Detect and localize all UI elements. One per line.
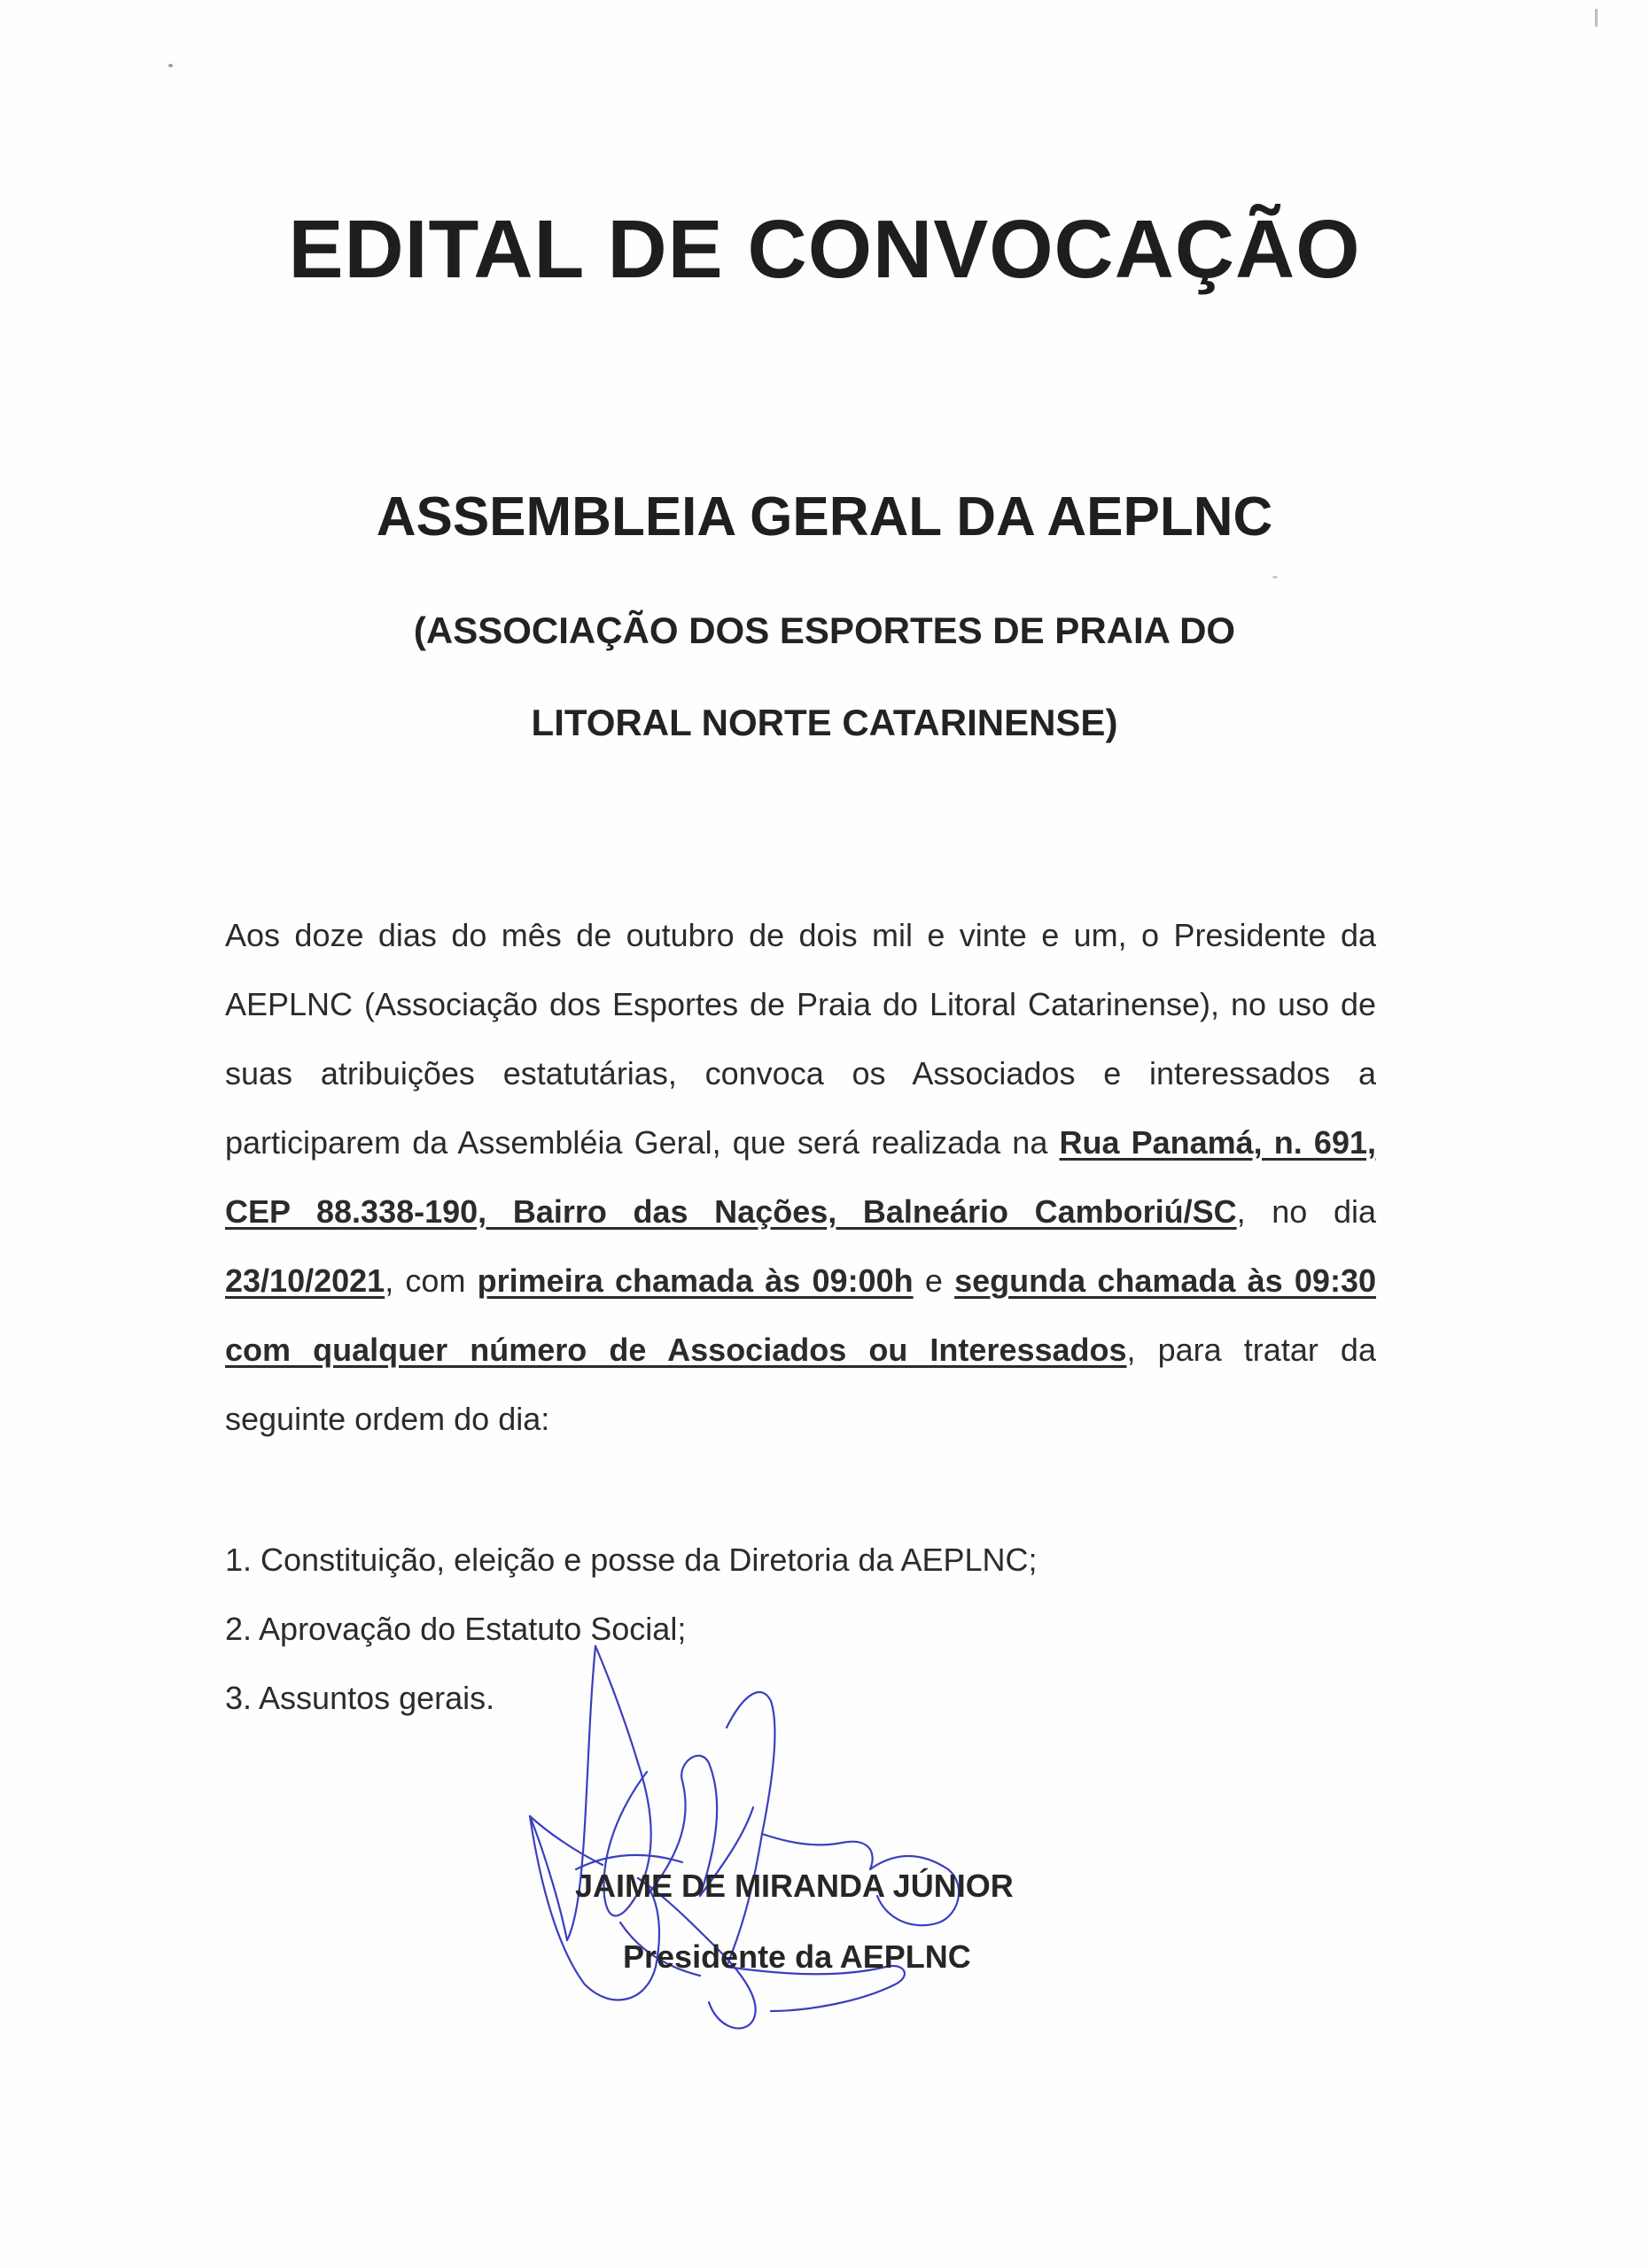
- agenda-item: 3. Assuntos gerais.: [225, 1680, 495, 1716]
- paragraph-text: , para tratar da seguinte ordem do dia:: [225, 1332, 1376, 1437]
- paragraph-text: e: [913, 1262, 955, 1299]
- convocation-paragraph: [225, 901, 1376, 1454]
- paragraph-text: Aos doze dias do mês de outubro de dois mil e vinte e um, o Presidente da AEPLNC (Associação dos Esportes de Praia do Litoral Catarinense), no uso de suas atribuições estatutárias, convoca os Associados e interessados a participarem da Assembléia Geral, que será realizada na: [225, 917, 1376, 1161]
- meeting-date: 23/10/2021: [225, 1262, 385, 1299]
- second-call-time: segunda chamada às 09:30 com qualquer número de Associados ou Interessados: [225, 1262, 1376, 1368]
- meeting-address: Rua Panamá, n. 691, CEP 88.338-190, Bairro das Nações, Balneário Camboriú/SC: [225, 1124, 1376, 1230]
- scan-speck: [168, 64, 173, 67]
- association-name-line-1: (ASSOCIAÇÃO DOS ESPORTES DE PRAIA DO: [413, 610, 1236, 651]
- association-name-line-2: LITORAL NORTE CATARINENSE): [531, 702, 1118, 743]
- scan-speck: [1272, 576, 1278, 579]
- signatory-role: Presidente da AEPLNC: [623, 1938, 971, 1975]
- paragraph-text: , com: [385, 1262, 478, 1299]
- agenda-item: 1. Constituição, eleição e posse da Diretoria da AEPLNC;: [225, 1542, 1038, 1578]
- first-call-time: primeira chamada às 09:00h: [477, 1262, 914, 1299]
- signatory-name: JAIME DE MIRANDA JÚNIOR: [575, 1868, 1014, 1904]
- scan-speck: [1595, 9, 1598, 27]
- document-title: EDITAL DE CONVOCAÇÃO: [288, 203, 1361, 295]
- agenda-item: 2. Aprovação do Estatuto Social;: [225, 1611, 687, 1647]
- assembly-heading: ASSEMBLEIA GERAL DA AEPLNC: [376, 486, 1273, 548]
- paragraph-text: , no dia: [1236, 1193, 1376, 1230]
- handwritten-signature: [523, 1630, 1054, 2091]
